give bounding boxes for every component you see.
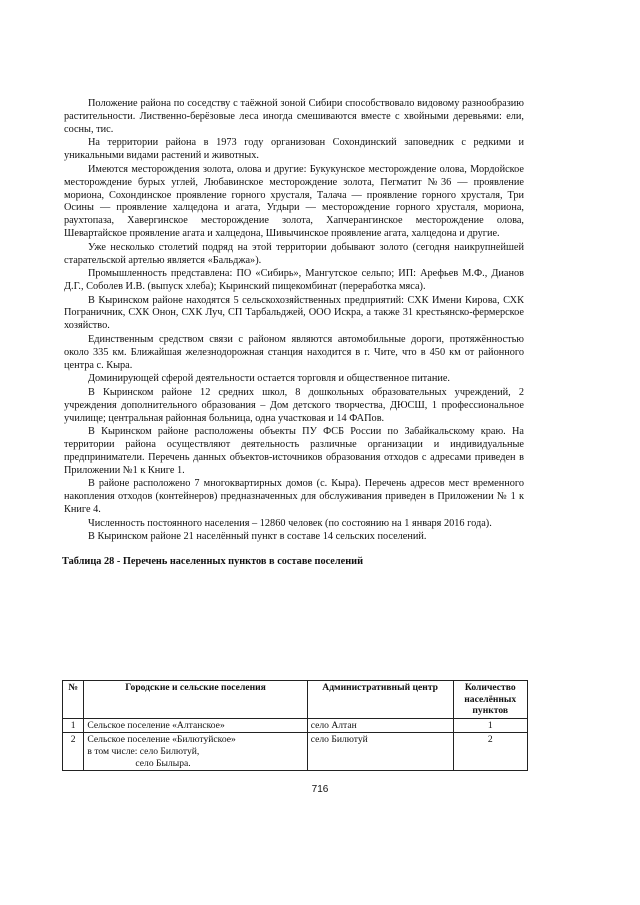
page-number: 716 <box>311 784 329 795</box>
paragraph: В Кыринском районе 21 населённый пункт в составе 14 сельских поселений. <box>88 531 427 543</box>
paragraph: В районе расположено 7 многоквартирных домов (с. Кыра). Перечень адресов мест временного накопления отходов (контейнеров) предназначенных для обслуживания приведен в Приложении № 1 к Книге 4. <box>64 478 524 516</box>
table-header-row <box>63 681 528 719</box>
settlement-name: Сельское поселение «Билютуйское» <box>87 734 236 746</box>
paragraph: Единственным средством связи с районом являются автомобильные дороги, протяжённостью около 335 км. Ближайшая железнодорожная станция находится в г. Чите, что в 450 км от районного центра с. Кыра. <box>64 333 524 371</box>
cell-settlement: Сельское поселение «Алтанское» <box>84 718 307 733</box>
cell-admin-center: село Алтан <box>307 718 453 733</box>
paragraph: Промышленность представлена: ПО «Сибирь», Мангутское сельпо; ИП: Арефьев М.Ф., Дианов Д.Г., Соболев И.В. (выпуск хлеба); Кыринский пищекомбинат (переработка мяса). <box>64 268 524 293</box>
table-caption: Таблица 28 - Перечень населенных пунктов в составе поселений <box>62 555 364 567</box>
settlement-includes-item: село Былыра. <box>135 757 191 769</box>
paragraph: Имеются месторождения золота, олова и другие: Букукунское месторождение олова, Мордойское месторождение бурых углей, Любавинское месторождение золота, Пегматит №36 — проявление мориона, Сохондинское проявление горного хрусталя, Талача — проявление горного хрусталя, Три Осины — проявление халцедона и агата, Угдыри — месторождение горного хрусталя, мориона, раухтопаза, Хавергинское месторождение золота, Хапчерангинское месторождение олова, Шевартайское проявление агата и халцедона, Шивычинское проявление агата, халцедона и другие. <box>64 163 524 240</box>
cell-number: 1 <box>63 718 84 733</box>
paragraph: В Кыринском районе 12 средних школ, 8 дошкольных образовательных учреждений, 2 учреждения дополнительного образования – Дом детского творчества, ДЮСШ, 1 профессиональное училище; центральная районная больница, одна участковая и 14 ФАПов. <box>64 386 524 424</box>
header-admin-center: Административный центр <box>307 681 453 719</box>
cell-admin-center: село Билютуй <box>307 733 453 771</box>
table-row <box>63 718 528 733</box>
paragraph: Уже несколько столетий подряд на этой территории добывают золото (сегодня наикрупнейшей старательской артелью является «Бальджа»). <box>64 241 524 266</box>
table-row <box>63 733 528 771</box>
paragraph: В Кыринском районе расположены объекты ПУ ФСБ России по Забайкальскому краю. На территории района осуществляют деятельность различные организации и индивидуальные предприниматели. Перечень данных объектов-источников образования отходов с адресами приведен в Приложении №1 к Книге 1. <box>64 426 524 476</box>
document-body <box>64 98 524 583</box>
cell-count: 1 <box>453 718 527 733</box>
cell-number: 2 <box>63 733 84 771</box>
paragraph: В Кыринском районе находятся 5 сельскохозяйственных предприятий: СХК Имени Кирова, СХК Пограничник, СХК Онон, СХК Луч, СП Тарбальджей, ООО Искра, а также 31 крестьянско-фермерское хозяйство. <box>64 294 524 332</box>
paragraph: На территории района в 1973 году организован Сохондинский заповедник с редкими и уникальными видами растений и животных. <box>64 137 524 162</box>
cell-count: 2 <box>453 733 527 771</box>
paragraph: Численность постоянного населения – 12860 человек (по состоянию на 1 января 2016 года). <box>88 517 492 529</box>
paragraph: Положение района по соседству с таёжной зоной Сибири способствовало видовому разнообразию растительности. Лиственно-берёзовые леса иногда смешиваются вместе с хвойными деревьями: ели, сосны, тис. <box>64 98 524 135</box>
settlements-table <box>62 680 528 771</box>
paragraph: Доминирующей сферой деятельности остается торговля и общественное питание. <box>88 373 450 385</box>
settlement-includes: в том числе: село Билютуй, <box>87 745 200 757</box>
header-settlements: Городские и сельские поселения <box>84 681 307 719</box>
header-number: № <box>63 681 84 719</box>
cell-settlement <box>84 733 307 771</box>
header-count: Количество населённых пунктов <box>453 681 527 719</box>
